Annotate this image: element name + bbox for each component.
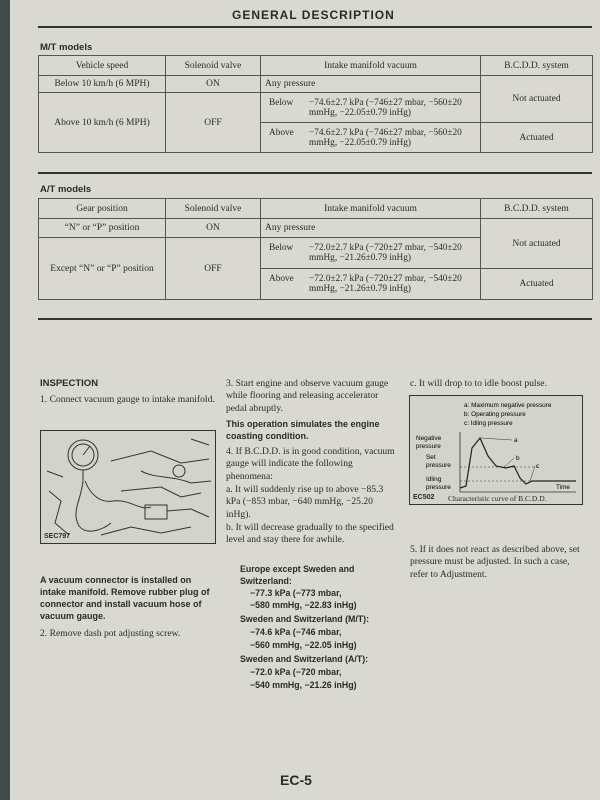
mt-row1-vacuum: Any pressure <box>261 76 481 93</box>
mt-vacuum-above-cell <box>261 123 481 153</box>
at-row1-vacuum: Any pressure <box>261 219 481 238</box>
mt-row1-speed: Below 10 km/h (6 MPH) <box>39 76 166 93</box>
at-models-label: A/T models <box>40 184 92 195</box>
step-3-text: 3. Start engine and observe vacuum gauge while flooring and releasing accelerator pedal abruptly. <box>226 378 389 414</box>
mt-vacuum-below-cell <box>261 93 481 123</box>
mt-row2-valve: OFF <box>166 93 261 153</box>
step-4-text: 4. If B.C.D.D. is in good condition, vacuum gauge will indicate the following phenomena: <box>226 446 395 482</box>
mt-below-value: −74.6±2.7 kPa (−746±27 mbar, −560±20 mmHg, −22.05±0.79 inHg) <box>309 97 462 118</box>
at-header-bcdd-system: B.C.D.D. system <box>481 199 593 219</box>
leader-c <box>530 466 535 481</box>
header-rule <box>38 26 592 28</box>
at-system-actuated: Actuated <box>481 269 593 300</box>
mt-row2-speed: Above 10 km/h (6 MPH) <box>39 93 166 153</box>
spec-europe-line1: −77.3 kPa (−773 mbar, <box>250 588 342 598</box>
mt-above-value: −74.6±2.7 kPa (−746±27 mbar, −560±20 mmHg, −22.05±0.79 inHg) <box>309 127 462 148</box>
at-vacuum-below-cell <box>261 238 481 269</box>
bcdd-curve <box>460 438 576 488</box>
spec-europe-title: Europe except Sweden and Switzerland: <box>240 564 355 586</box>
at-row2-gear: Except “N” or “P” position <box>39 238 166 300</box>
idling-label: Idling <box>426 476 442 483</box>
leader-b <box>504 458 514 467</box>
inspection-heading: INSPECTION <box>40 378 99 389</box>
mt-header-vehicle-speed: Vehicle speed <box>39 56 166 76</box>
at-header-gear-position: Gear position <box>39 199 166 219</box>
at-row1-valve: ON <box>166 219 261 238</box>
step-3-note: This operation simulates the engine coasting condition. <box>226 419 380 441</box>
mt-header-intake-vacuum: Intake manifold vacuum <box>261 56 481 76</box>
at-row2-valve: OFF <box>166 238 261 300</box>
at-vacuum-above-cell <box>261 269 481 300</box>
idling-pressure-label: pressure <box>426 484 451 491</box>
mt-below-label: Below <box>269 97 294 108</box>
bcdd-characteristic-chart <box>409 395 583 505</box>
spec-sweden-at-line2: −540 mmHg, −21.26 inHg) <box>250 680 357 690</box>
mt-header-bcdd-system: B.C.D.D. system <box>481 56 593 76</box>
spec-sweden-mt-line1: −74.6 kPa (−746 mbar, <box>250 627 342 637</box>
mt-above-label: Above <box>269 127 294 138</box>
spec-sweden-at-line1: −72.0 kPa (−720 mbar, <box>250 667 342 677</box>
spec-sweden-mt-line2: −560 mmHg, −22.05 inHg) <box>250 640 357 650</box>
mt-row1-valve: ON <box>166 76 261 93</box>
figure-code-ec502: EC502 <box>413 494 435 501</box>
at-above-label: Above <box>269 274 294 284</box>
section-rule <box>38 172 592 174</box>
mt-system-actuated: Actuated <box>481 123 593 153</box>
chart-caption: Characteristic curve of B.C.D.D. <box>448 494 547 503</box>
legend-c: c: Idling pressure <box>464 420 513 427</box>
mark-b: b <box>516 455 520 462</box>
x-label-time: Time <box>556 484 570 491</box>
mark-c: c <box>536 463 540 470</box>
spec-sweden-at-title: Sweden and Switzerland (A/T): <box>240 654 369 664</box>
at-system-not-actuated: Not actuated <box>481 219 593 269</box>
at-header-intake-vacuum: Intake manifold vacuum <box>261 199 481 219</box>
leader-a <box>481 438 512 440</box>
step-4a-text: a. It will suddenly rise up to above −85.3 kPa (−853 mbar, −640 mmHg, −25.20 inHg). <box>226 484 384 520</box>
at-models-table <box>38 198 593 300</box>
mt-header-solenoid-valve: Solenoid valve <box>166 56 261 76</box>
y-label-negative: Negative <box>416 435 442 442</box>
spec-europe-line2: −580 mmHg, −22.83 inHg) <box>250 600 357 610</box>
mt-models-table <box>38 55 593 153</box>
page-number: EC-5 <box>280 772 312 788</box>
set-label: Set <box>426 454 436 461</box>
at-below-label: Below <box>269 243 294 253</box>
legend-a: a: Maximum negative pressure <box>464 402 552 409</box>
y-label-pressure: pressure <box>416 443 441 450</box>
legend-b: b: Operating pressure <box>464 411 526 418</box>
page-header-title: GENERAL DESCRIPTION <box>232 8 395 22</box>
vacuum-gauge-figure <box>40 430 216 544</box>
mark-a: a <box>514 437 518 444</box>
step-1-text: 1. Connect vacuum gauge to intake manifold. <box>40 394 215 405</box>
step-4b-text: b. It will decrease gradually to the specified level and stay there for awhile. <box>226 522 394 546</box>
at-below-value: −72.0±2.7 kPa (−720±27 mbar, −540±20 mmHg, −21.26±0.79 inHg) <box>309 243 462 263</box>
spec-sweden-mt-title: Sweden and Switzerland (M/T): <box>240 614 370 624</box>
step-2-text: 2. Remove dash pot adjusting screw. <box>40 628 181 639</box>
section-rule-2 <box>38 318 592 320</box>
mt-models-label: M/T models <box>40 42 93 53</box>
at-header-solenoid-valve: Solenoid valve <box>166 199 261 219</box>
set-pressure-label: pressure <box>426 462 451 469</box>
mt-system-not-actuated: Not actuated <box>481 76 593 123</box>
step-4c-text: c. It will drop to to idle boost pulse. <box>410 378 547 389</box>
figure-caption: A vacuum connector is installed on intake manifold. Remove rubber plug of connector and install vacuum hose of vacuum gauge. <box>40 575 210 621</box>
step-5-text: 5. If it does not react as described above, set pressure must be adjusted. In such a case, refer to Adjustment. <box>410 544 580 580</box>
page-edge-shadow <box>0 0 10 800</box>
vacuum-gauge-illustration <box>41 431 215 543</box>
at-above-value: −72.0±2.7 kPa (−720±27 mbar, −540±20 mmHg, −21.26±0.79 inHg) <box>309 274 462 294</box>
figure-code-sec797: SEC797 <box>44 533 71 540</box>
at-row1-gear: “N” or “P” position <box>39 219 166 238</box>
bcdd-curve-diagram <box>410 396 582 504</box>
